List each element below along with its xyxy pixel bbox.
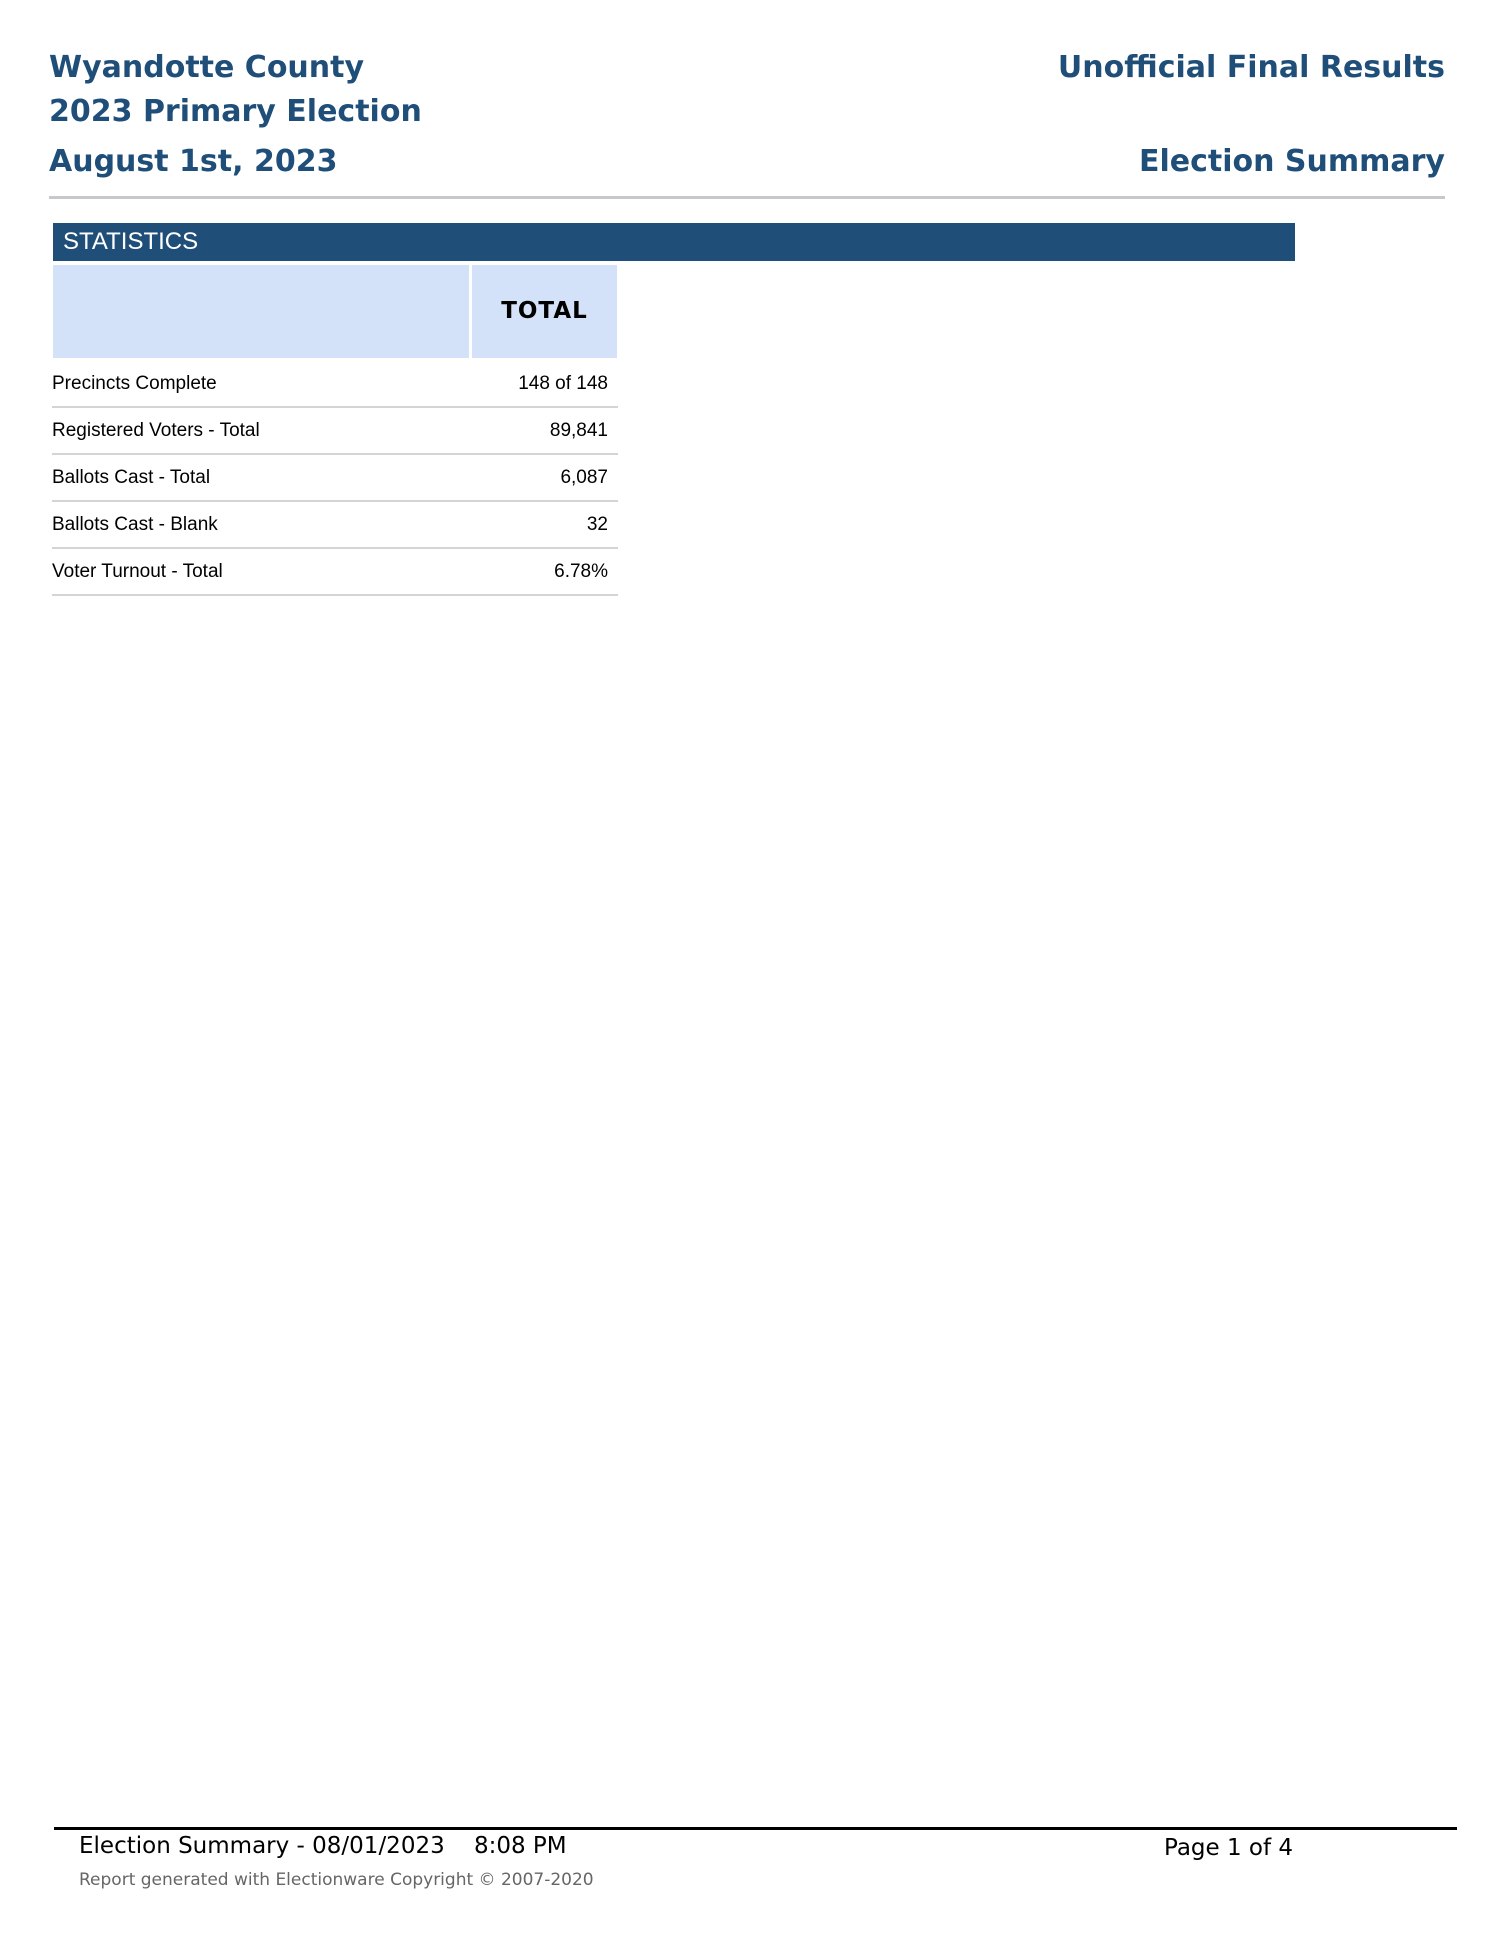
row-value: 32 — [586, 514, 608, 535]
row-label: Ballots Cast - Blank — [52, 514, 218, 535]
row-label: Registered Voters - Total — [52, 420, 260, 441]
table-row — [52, 549, 618, 596]
report-footer — [54, 1827, 1457, 1890]
footer-copyright: Report generated with Electionware Copyright © 2007-2020 — [79, 1870, 594, 1890]
table-row — [52, 361, 618, 408]
results-status: Unofficial Final Results — [1057, 50, 1445, 85]
footer-report-line: Election Summary - 08/01/2023 8:08 PM — [79, 1833, 567, 1859]
row-label: Ballots Cast - Total — [52, 467, 211, 488]
table-row — [52, 502, 618, 549]
election-name: 2023 Primary Election — [49, 94, 422, 129]
statistics-total-header: TOTAL — [472, 265, 617, 358]
row-label: Precincts Complete — [52, 373, 217, 394]
table-row — [52, 455, 618, 502]
row-label: Voter Turnout - Total — [52, 561, 223, 582]
table-row — [52, 408, 618, 455]
row-value: 148 of 148 — [518, 373, 608, 394]
row-value: 6.78% — [554, 561, 608, 582]
election-date: August 1st, 2023 — [49, 144, 338, 179]
report-header — [49, 50, 1445, 199]
page-number: Page 1 of 4 — [1164, 1835, 1294, 1861]
row-value: 89,841 — [549, 420, 608, 441]
county-name: Wyandotte County — [49, 50, 365, 85]
row-value: 6,087 — [560, 467, 608, 488]
statistics-table — [52, 361, 618, 596]
statistics-label-header — [53, 265, 469, 358]
report-title: Election Summary — [1138, 144, 1445, 179]
statistics-section-title: STATISTICS — [53, 223, 1295, 261]
